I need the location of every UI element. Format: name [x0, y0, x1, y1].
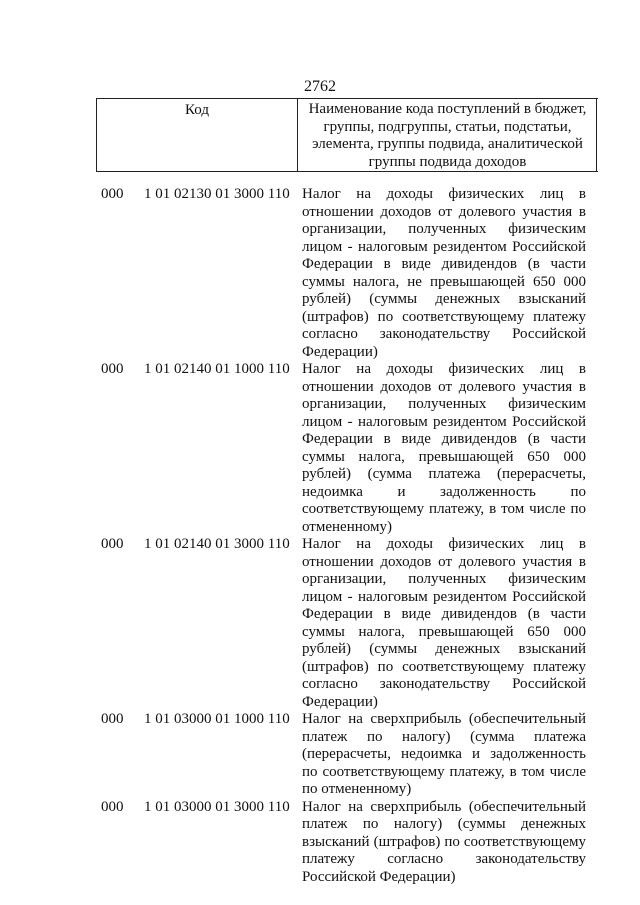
row-admin-code: 000: [101, 711, 124, 727]
row-description: Налог на доходы физических лиц в отношении доходов от долевого участия в организации, полученных физическим лицом - налоговым резидентом Российской Федерации в виде дивидендов (в части суммы налога, не превышающей 650 000 рублей) (суммы денежных взысканий (штрафов) по соответствующему платежу согласно законодательству Российской Федерации): [302, 186, 586, 360]
table-body: [0, 186, 640, 886]
row-admin-code: 000: [101, 361, 124, 377]
row-description: Налог на сверхприбыль (обеспечительный платеж по налогу) (сумма платежа (перерасчеты, недоимка и задолженность по соответствующему платежу, в том числе по отмененному): [302, 711, 586, 797]
row-budget-code: 1 01 02140 01 3000 110: [144, 536, 290, 552]
row-description: Налог на сверхприбыль (обеспечительный платеж по налогу) (суммы денежных взысканий (штрафов) по соответствующему платежу согласно законодательству Российской Федерации): [302, 798, 586, 885]
row-budget-code: 1 01 02130 01 3000 110: [144, 186, 290, 202]
table-row: [0, 186, 640, 361]
row-budget-code: 1 01 03000 01 3000 110: [144, 798, 290, 815]
table-row: [0, 711, 640, 799]
row-budget-code: 1 01 02140 01 1000 110: [144, 361, 290, 377]
row-description: Налог на доходы физических лиц в отношении доходов от долевого участия в организации, полученных физическим лицом - налоговым резидентом Российской Федерации в виде дивидендов (в части суммы налога, превышающей 650 000 рублей) (суммы денежных взысканий (штрафов) по соответствующему платежу согласно законодательству Российской Федерации): [302, 536, 586, 710]
header-name-column: Наименование кода поступлений в бюджет, группы, подгруппы, статьи, подстатьи, элемента, группы подвида, аналитической группы подвида доходов: [299, 99, 597, 171]
page-number: 2762: [304, 78, 336, 95]
table-row: [0, 536, 640, 711]
table-row: [0, 799, 640, 887]
row-budget-code: 1 01 03000 01 1000 110: [144, 711, 290, 727]
table-header: [96, 98, 598, 172]
row-description: Налог на доходы физических лиц в отношении доходов от долевого участия в организации, полученных физическим лицом - налоговым резидентом Российской Федерации в виде дивидендов (в части суммы налога, превышающей 650 000 рублей) (сумма платежа (перерасчеты, недоимка и задолженность по соответствующему платежу, в том числе по отмененному): [302, 361, 586, 535]
row-admin-code: 000: [101, 186, 124, 202]
table-row: [0, 361, 640, 536]
row-admin-code: 000: [101, 798, 124, 815]
row-admin-code: 000: [101, 536, 124, 552]
header-code-column: Код: [96, 99, 298, 171]
